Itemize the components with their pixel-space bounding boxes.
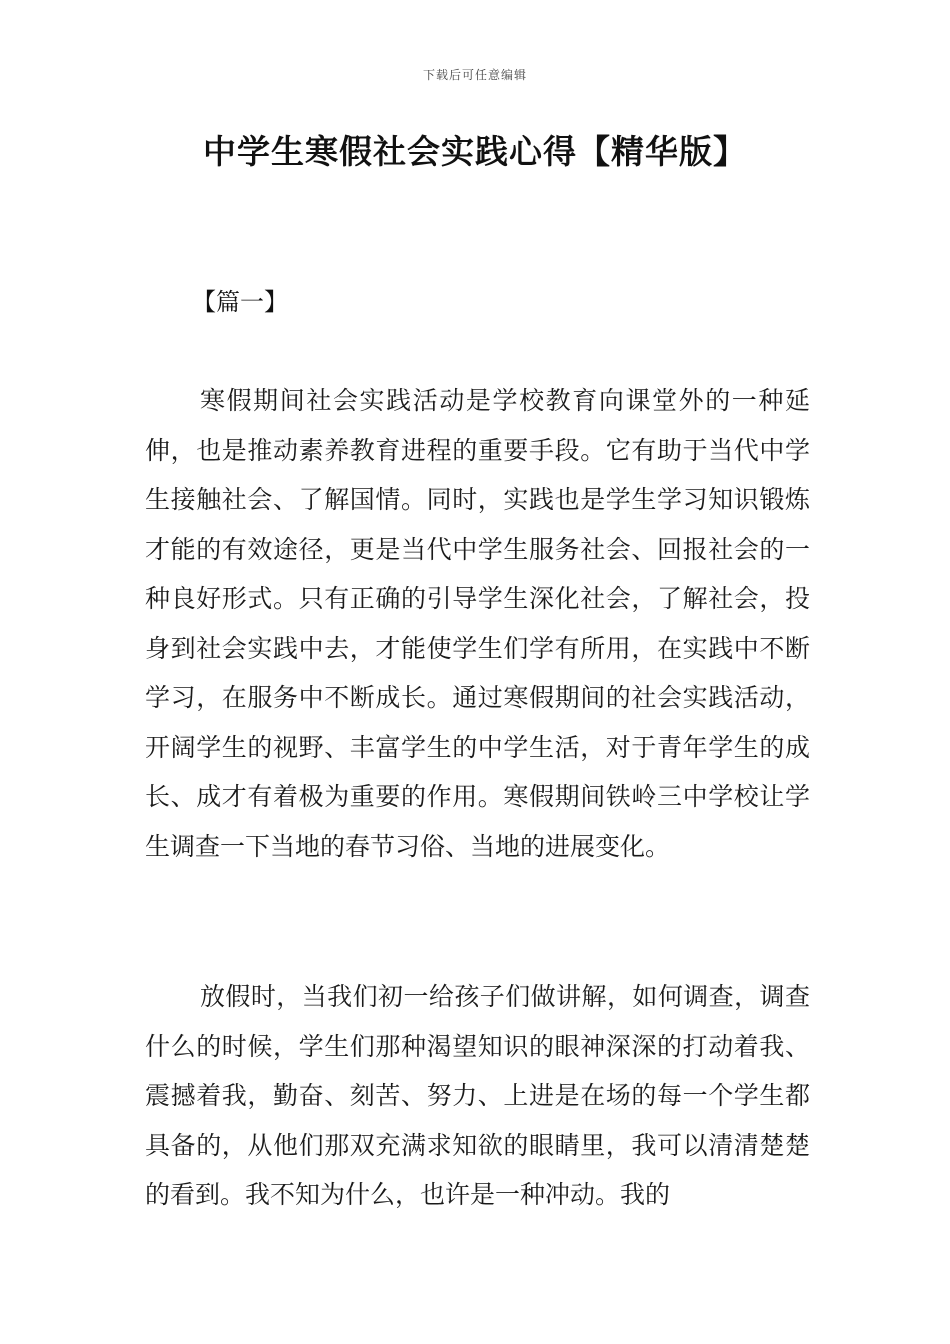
document-title: 中学生寒假社会实践心得【精华版】 <box>203 132 747 171</box>
section-label: 【篇一】 <box>192 288 288 316</box>
paragraph-1: 寒假期间社会实践活动是学校教育向课堂外的一种延伸，也是推动素养教育进程的重要手段。它有助于当代中学生接触社会、了解国情。同时，实践也是学生学习知识锻炼才能的有效途径，更是当代中学生服务社会、回报社会的一种良好形式。只有正确的引导学生深化社会，了解社会，投身到社会实践中去，才能使学生们学有所用，在实践中不断学习，在服务中不断成长。通过寒假期间的社会实践活动，开阔学生的视野、丰富学生的中学生活，对于青年学生的成长、成才有着极为重要的作用。寒假期间铁岭三中学校让学生调查一下当地的春节习俗、当地的进展变化。 <box>145 386 810 861</box>
paragraph-2: 放假时，当我们初一给孩子们做讲解，如何调查，调查什么的时候，学生们那种渴望知识的眼神深深的打动着我、震撼着我，勤奋、刻苦、努力、上进是在场的每一个学生都具备的，从他们那双充满求知欲的眼睛里，我可以清清楚楚的看到。我不知为什么，也许是一种冲动。我的 <box>145 982 810 1209</box>
header-note: 下载后可任意编辑 <box>422 68 527 82</box>
